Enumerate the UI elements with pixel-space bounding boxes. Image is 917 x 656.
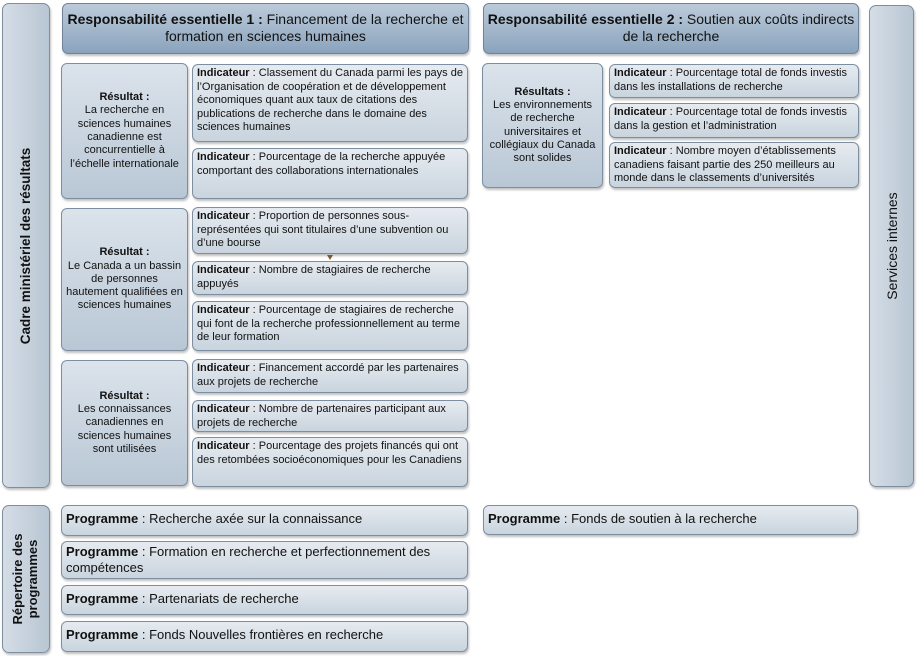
program-label: Programme [66,511,139,526]
result-text: Le Canada a un bassin de personnes hautement qualifiées en sciences humaines [66,259,183,312]
result-box-4 [482,63,603,188]
indicator-label: Indicateur [197,67,250,79]
program-box-3 [61,585,468,615]
program-box-4 [61,621,468,652]
program-box-5 [483,505,858,535]
result-label: Résultat : [99,246,150,259]
indicator-box-7 [192,400,468,432]
indicator-label: Indicateur [197,151,250,163]
result-box-3 [61,360,188,486]
repertoire-line1: Répertoire des [10,533,26,625]
indicator-label: Indicateur [197,403,250,415]
result-text: Les environnements de recherche universitaires et collégiaux du Canada sont solides [489,98,596,165]
program-text: : Fonds Nouvelles frontières en recherche [138,627,384,642]
result-label: Résultat : [99,91,150,104]
responsibility-2-text: Soutien aux coûts indirects de la recherche [622,11,855,44]
indicator-box-1 [192,64,468,142]
responsibility-1-prefix: Responsabilité essentielle 1 : [67,11,263,27]
indicator-box-6 [192,359,468,393]
cadre-ministeriel-label: Cadre ministériel des résultats [18,147,34,344]
indicator-label: Indicateur [614,145,667,157]
result-box-1 [61,63,188,199]
program-label: Programme [66,544,139,559]
services-internes-label-box [869,5,914,487]
indicator-text: : Financement accordé par les partenaires aux projets de recherche [197,362,459,388]
repertoire-line2: programmes [25,539,40,619]
indicator-text: : Pourcentage des projets financés qui ont des retombées socioéconomiques pour les Canadiens [197,440,462,466]
result-label: Résultat : [99,389,150,402]
indicator-text: : Pourcentage de la recherche appuyée comportant des collaborations internationales [197,151,446,177]
result-box-2 [61,208,188,351]
program-box-1 [61,505,468,536]
indicator-box-8 [192,437,468,487]
indicator-box-4 [192,261,468,295]
program-text: : Partenariats de recherche [138,591,299,606]
indicator-text: : Nombre de stagiaires de recherche appuyés [197,264,431,290]
result-text: La recherche en sciences humaines canadienne est concurrentielle à l’échelle internationale [70,104,179,170]
indicator-label: Indicateur [614,67,667,79]
indicator-label: Indicateur [197,264,250,276]
program-text: : Recherche axée sur la connaissance [138,511,363,526]
program-label: Programme [488,511,561,526]
program-label: Programme [66,627,139,642]
result-text: Les connaissances canadiennes en sciences humaines sont utilisées [77,403,172,455]
indicator-text: : Pourcentage total de fonds investis dans la gestion et l’administration [614,106,847,132]
program-box-2 [61,541,468,579]
program-text: : Formation en recherche et perfectionnement des compétences [66,544,431,575]
responsibility-2-prefix: Responsabilité essentielle 2 : [487,11,684,27]
repertoire-programmes-label-box [2,505,50,653]
services-internes-label: Services internes [883,192,900,300]
program-label: Programme [66,591,139,606]
indicator-label: Indicateur [197,210,250,222]
cadre-ministeriel-label-box [2,3,50,488]
result-label: Résultats : [514,85,571,98]
indicator-box-11 [609,142,859,188]
indicator-text: : Pourcentage de stagiaires de recherche qui font de la recherche professionnellement au terme de leur formation [197,304,460,344]
indicator-box-9 [609,64,859,98]
indicator-text: : Classement du Canada parmi les pays de l’Organisation de coopération et de développement économiques quant aux taux de citations des publications de recherche dans le domaine des sciences humaines [197,67,463,134]
connector-arrow-icon [327,255,333,260]
indicator-label: Indicateur [197,440,250,452]
indicator-box-10 [609,103,859,138]
indicator-text: : Nombre moyen d’établissements canadiens faisant partie des 250 meilleurs au monde dans le classements d’universités [614,145,836,185]
repertoire-programmes-label [11,533,41,624]
indicator-text: : Pourcentage total de fonds investis dans les installations de recherche [614,67,847,93]
indicator-text: : Proportion de personnes sous-représentées qui sont titulaires d’une subvention ou d’une bourse [197,210,449,250]
indicator-label: Indicateur [197,304,250,316]
indicator-text: : Nombre de partenaires participant aux projets de recherche [197,403,446,429]
indicator-box-3 [192,207,468,254]
indicator-box-2 [192,148,468,199]
indicator-box-5 [192,301,468,351]
indicator-label: Indicateur [197,362,250,374]
responsibility-2-header [483,3,859,54]
responsibility-1-header [62,3,469,54]
responsibility-1-text: Financement de la recherche et formation en sciences humaines [165,11,464,44]
program-text: : Fonds de soutien à la recherche [560,511,757,526]
indicator-label: Indicateur [614,106,667,118]
